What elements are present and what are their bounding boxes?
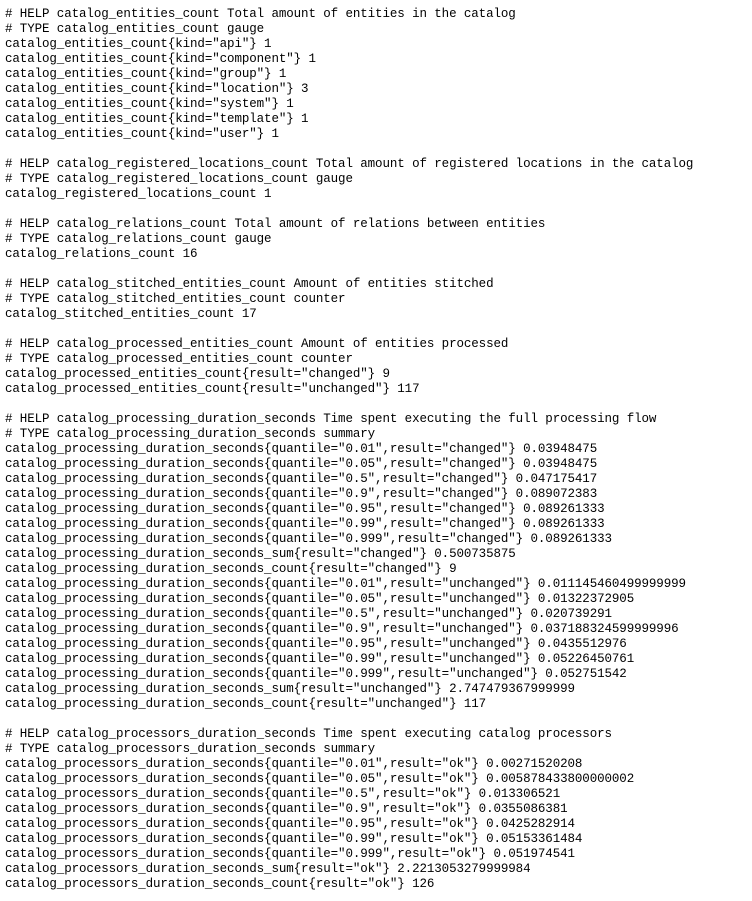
metric-line: catalog_processing_duration_seconds{quantile="0.01",result="changed"} 0.03948475 <box>5 442 598 456</box>
metric-line: catalog_processing_duration_seconds{quantile="0.95",result="changed"} 0.089261333 <box>5 502 605 516</box>
metric-line: catalog_processing_duration_seconds{quantile="0.05",result="changed"} 0.03948475 <box>5 457 598 471</box>
help-comment-line: # HELP catalog_stitched_entities_count Amount of entities stitched <box>5 277 494 291</box>
metric-line: catalog_registered_locations_count 1 <box>5 187 272 201</box>
type-comment-line: # TYPE catalog_processing_duration_seconds summary <box>5 427 376 441</box>
metric-line: catalog_processing_duration_seconds{quantile="0.999",result="unchanged"} 0.052751542 <box>5 667 627 681</box>
metric-line: catalog_entities_count{kind="template"} 1 <box>5 112 309 126</box>
help-comment-line: # HELP catalog_processing_duration_seconds Time spent executing the full processing flow <box>5 412 657 426</box>
metric-line: catalog_processors_duration_seconds_count{result="ok"} 126 <box>5 877 435 891</box>
metric-block <box>5 217 752 262</box>
metric-line: catalog_processors_duration_seconds{quantile="0.99",result="ok"} 0.05153361484 <box>5 832 583 846</box>
metric-line: catalog_processors_duration_seconds{quantile="0.999",result="ok"} 0.051974541 <box>5 847 575 861</box>
metric-block <box>5 412 752 712</box>
metric-line: catalog_entities_count{kind="user"} 1 <box>5 127 279 141</box>
metric-line: catalog_processors_duration_seconds{quantile="0.05",result="ok"} 0.005878433800000002 <box>5 772 635 786</box>
block-separator <box>5 397 752 412</box>
metric-line: catalog_processing_duration_seconds_count{result="unchanged"} 117 <box>5 697 487 711</box>
help-comment-line: # HELP catalog_entities_count Total amount of entities in the catalog <box>5 7 516 21</box>
metric-block <box>5 7 752 142</box>
help-comment-line: # HELP catalog_processors_duration_seconds Time spent executing catalog processors <box>5 727 612 741</box>
metric-line: catalog_entities_count{kind="component"} 1 <box>5 52 316 66</box>
metric-line: catalog_entities_count{kind="group"} 1 <box>5 67 287 81</box>
metric-line: catalog_processing_duration_seconds{quantile="0.999",result="changed"} 0.089261333 <box>5 532 612 546</box>
metric-line: catalog_processors_duration_seconds{quantile="0.9",result="ok"} 0.0355086381 <box>5 802 568 816</box>
metric-line: catalog_processing_duration_seconds{quantile="0.9",result="changed"} 0.089072383 <box>5 487 598 501</box>
type-comment-line: # TYPE catalog_entities_count gauge <box>5 22 265 36</box>
block-separator <box>5 322 752 337</box>
help-comment-line: # HELP catalog_registered_locations_count Total amount of registered locations in the catalog <box>5 157 694 171</box>
metric-line: catalog_processing_duration_seconds{quantile="0.95",result="unchanged"} 0.0435512976 <box>5 637 627 651</box>
metric-line: catalog_processing_duration_seconds{quantile="0.99",result="unchanged"} 0.05226450761 <box>5 652 635 666</box>
type-comment-line: # TYPE catalog_relations_count gauge <box>5 232 272 246</box>
metric-line: catalog_processing_duration_seconds{quantile="0.9",result="unchanged"} 0.037188324599999996 <box>5 622 679 636</box>
metric-line: catalog_processors_duration_seconds{quantile="0.5",result="ok"} 0.013306521 <box>5 787 561 801</box>
metric-line: catalog_processed_entities_count{result="changed"} 9 <box>5 367 390 381</box>
block-separator <box>5 712 752 727</box>
metric-line: catalog_entities_count{kind="api"} 1 <box>5 37 272 51</box>
metric-line: catalog_processed_entities_count{result="unchanged"} 117 <box>5 382 420 396</box>
metric-block <box>5 727 752 892</box>
metric-line: catalog_relations_count 16 <box>5 247 198 261</box>
metric-line: catalog_entities_count{kind="system"} 1 <box>5 97 294 111</box>
block-separator <box>5 142 752 157</box>
metric-line: catalog_entities_count{kind="location"} 3 <box>5 82 309 96</box>
metric-line: catalog_processors_duration_seconds{quantile="0.95",result="ok"} 0.0425282914 <box>5 817 575 831</box>
metric-line: catalog_processing_duration_seconds{quantile="0.5",result="unchanged"} 0.020739291 <box>5 607 612 621</box>
help-comment-line: # HELP catalog_relations_count Total amount of relations between entities <box>5 217 546 231</box>
metric-line: catalog_processors_duration_seconds{quantile="0.01",result="ok"} 0.00271520208 <box>5 757 583 771</box>
type-comment-line: # TYPE catalog_stitched_entities_count counter <box>5 292 346 306</box>
metric-line: catalog_processing_duration_seconds_sum{result="changed"} 0.500735875 <box>5 547 516 561</box>
metric-line: catalog_processing_duration_seconds{quantile="0.99",result="changed"} 0.089261333 <box>5 517 605 531</box>
metric-line: catalog_processors_duration_seconds_sum{result="ok"} 2.2213053279999984 <box>5 862 531 876</box>
metric-line: catalog_processing_duration_seconds{quantile="0.05",result="unchanged"} 0.01322372905 <box>5 592 635 606</box>
type-comment-line: # TYPE catalog_processors_duration_seconds summary <box>5 742 376 756</box>
metric-line: catalog_processing_duration_seconds_count{result="changed"} 9 <box>5 562 457 576</box>
metric-block <box>5 337 752 397</box>
metric-block <box>5 157 752 202</box>
type-comment-line: # TYPE catalog_processed_entities_count counter <box>5 352 353 366</box>
metric-line: catalog_stitched_entities_count 17 <box>5 307 257 321</box>
metric-line: catalog_processing_duration_seconds_sum{result="unchanged"} 2.747479367999999 <box>5 682 575 696</box>
block-separator <box>5 202 752 217</box>
metric-block <box>5 277 752 322</box>
help-comment-line: # HELP catalog_processed_entities_count Amount of entities processed <box>5 337 509 351</box>
type-comment-line: # TYPE catalog_registered_locations_count gauge <box>5 172 353 186</box>
metric-line: catalog_processing_duration_seconds{quantile="0.01",result="unchanged"} 0.011145460499999999 <box>5 577 686 591</box>
metric-line: catalog_processing_duration_seconds{quantile="0.5",result="changed"} 0.047175417 <box>5 472 598 486</box>
block-separator <box>5 262 752 277</box>
